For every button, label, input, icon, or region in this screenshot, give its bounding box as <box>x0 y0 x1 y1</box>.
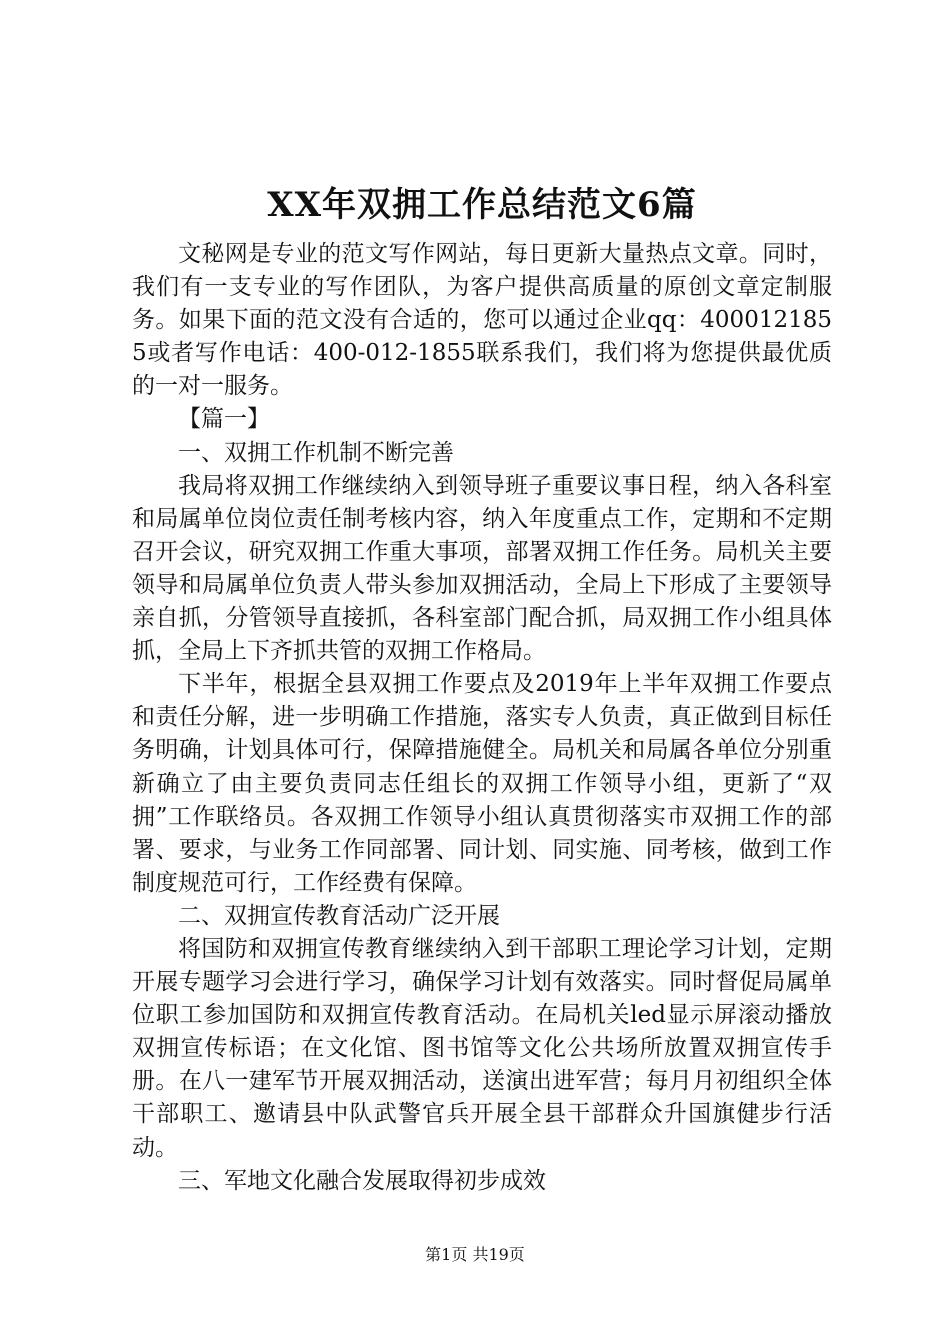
body-paragraph: 将国防和双拥宣传教育继续纳入到干部职工理论学习计划，定期开展专题学习会进行学习，确保学习计划有效落实。同时督促局属单位职工参加国防和双拥宣传教育活动。在局机关led显示屏滚动播放双拥宣传标语；在文化馆、图书馆等文化公共场所放置双拥宣传手册。在八一建军节开展双拥活动，送演出进军营；每月月初组织全体干部职工、邀请县中队武警官兵开展全县干部群众升国旗健步行活动。 <box>132 935 832 1161</box>
document-page <box>132 178 832 1198</box>
body-paragraph: 我局将双拥工作继续纳入到领导班子重要议事日程，纳入各科室和局属单位岗位责任制考核内容，纳入年度重点工作，定期和不定期召开会议，研究双拥工作重大事项，部署双拥工作任务。局机关主要领导和局属单位负责人带头参加双拥活动，全局上下形成了主要领导亲自抓，分管领导直接抓，各科室部门配合抓，局双拥工作小组具体抓，全局上下齐抓共管的双拥工作格局。 <box>132 472 832 665</box>
page-number: 第1页 共19页 <box>425 1245 525 1264</box>
heading-one: 一、双拥工作机制不断完善 <box>178 439 454 466</box>
document-title: XX年双拥工作总结范文6篇 <box>267 185 697 225</box>
heading-three: 三、军地文化融合发展取得初步成效 <box>178 1167 546 1194</box>
body-paragraph: 下半年，根据全县双拥工作要点及2019年上半年双拥工作要点和责任分解，进一步明确工作措施，落实专人负责，真正做到目标任务明确，计划具体可行，保障措施健全。局机关和局属各单位分别重新确立了由主要负责同志任组长的双拥工作领导小组，更新了“双拥”工作联络员。各双拥工作领导小组认真贯彻落实市双拥工作的部署、要求，与业务工作同部署、同计划、同实施、同考核，做到工作制度规范可行，工作经费有保障。 <box>132 671 832 896</box>
heading-two: 二、双拥宣传教育活动广泛开展 <box>178 902 500 929</box>
intro-paragraph: 文秘网是专业的范文写作网站，每日更新大量热点文章。同时，我们有一支专业的写作团队，为客户提供高质量的原创文章定制服务。如果下面的范文没有合适的，您可以通过企业qq：4000121855或者写作电话：400-012-1855联系我们，我们将为您提供最优质的一对一服务。 <box>132 241 832 400</box>
section-marker: 【篇一】 <box>178 406 270 433</box>
